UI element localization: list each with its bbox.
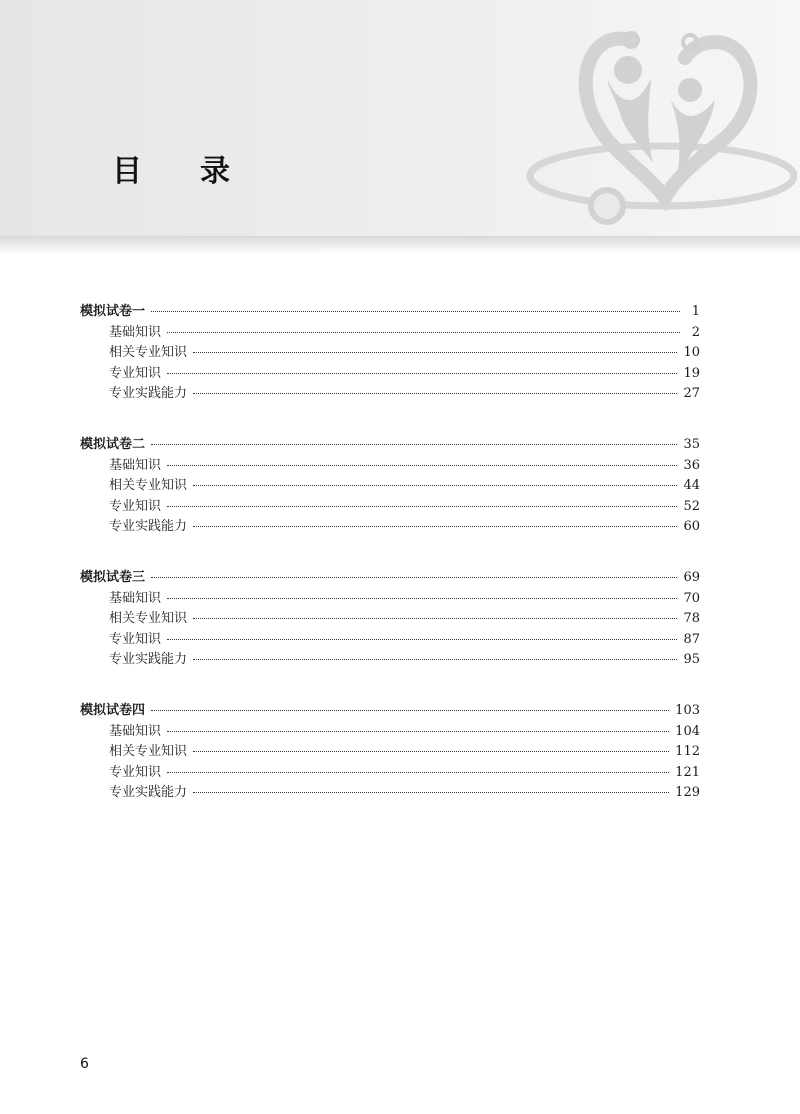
toc-entry[interactable] (80, 763, 700, 784)
toc-section-page: 103 (675, 702, 700, 718)
dot-leader (167, 730, 669, 732)
toc-entry-page: 27 (683, 386, 700, 402)
toc-group (80, 302, 700, 405)
page-number: 6 (80, 1056, 89, 1072)
toc-group (80, 701, 700, 804)
toc-entry-page: 44 (683, 478, 700, 494)
dot-leader (193, 484, 677, 486)
toc-entry-page: 2 (691, 324, 700, 340)
toc-entry-page: 10 (683, 345, 700, 361)
dot-leader (193, 392, 677, 394)
page-title: 目录 (112, 154, 288, 189)
toc-entry[interactable] (80, 364, 700, 385)
table-of-contents (80, 302, 700, 834)
toc-section-title: 模拟试卷二 (80, 436, 146, 452)
dot-leader (167, 597, 677, 599)
toc-entry-title: 基础知识 (109, 457, 162, 473)
toc-entry[interactable] (80, 343, 700, 364)
dot-leader (167, 771, 669, 773)
toc-entry-page: 52 (683, 498, 700, 514)
toc-section-title: 模拟试卷三 (80, 569, 146, 585)
dot-leader (151, 709, 669, 711)
toc-entry-title: 专业实践能力 (109, 785, 188, 801)
toc-entry-page: 19 (683, 365, 700, 381)
toc-entry-title: 专业知识 (109, 365, 162, 381)
toc-section-page: 69 (683, 569, 700, 585)
toc-entry-title: 专业实践能力 (109, 386, 188, 402)
toc-entry-page: 112 (675, 744, 700, 760)
dot-leader (193, 351, 677, 353)
dot-leader (167, 331, 680, 333)
toc-section[interactable] (80, 435, 700, 456)
toc-section-title: 模拟试卷一 (80, 304, 146, 319)
dot-leader (193, 750, 669, 752)
toc-entry-title: 专业知识 (109, 764, 162, 780)
dot-leader (193, 617, 677, 619)
toc-entry[interactable] (80, 384, 700, 405)
toc-entry[interactable] (80, 783, 700, 804)
dot-leader (193, 791, 669, 793)
toc-entry[interactable] (80, 497, 700, 518)
dot-leader (151, 576, 677, 578)
toc-entry-title: 基础知识 (109, 590, 162, 606)
dot-leader (193, 658, 677, 660)
toc-section[interactable] (80, 568, 700, 589)
toc-entry-title: 相关专业知识 (109, 611, 188, 627)
dot-leader (151, 443, 677, 445)
toc-entry-title: 相关专业知识 (109, 345, 188, 361)
toc-entry[interactable] (80, 742, 700, 763)
toc-group (80, 435, 700, 538)
toc-entry[interactable] (80, 456, 700, 477)
family-stethoscope-heart-icon (525, 28, 800, 238)
toc-entry-page: 70 (683, 590, 700, 606)
toc-entry-page: 60 (683, 519, 700, 535)
toc-entry[interactable] (80, 589, 700, 610)
toc-section[interactable] (80, 701, 700, 722)
toc-entry-title: 专业实践能力 (109, 519, 188, 535)
toc-entry[interactable] (80, 476, 700, 497)
toc-entry-title: 相关专业知识 (109, 744, 188, 760)
toc-entry[interactable] (80, 722, 700, 743)
toc-entry-page: 129 (675, 785, 700, 801)
dot-leader (167, 372, 677, 374)
header-banner-shadow (0, 236, 800, 254)
toc-entry-title: 专业知识 (109, 498, 162, 514)
dot-leader (167, 638, 677, 640)
dot-leader (193, 525, 677, 527)
toc-entry-title: 专业知识 (109, 631, 162, 647)
toc-entry[interactable] (80, 323, 700, 344)
toc-section-title: 模拟试卷四 (80, 702, 146, 718)
toc-entry-page: 78 (683, 611, 700, 627)
dot-leader (167, 464, 677, 466)
toc-entry[interactable] (80, 517, 700, 538)
toc-section-page: 1 (691, 304, 700, 319)
toc-group (80, 568, 700, 671)
dot-leader (151, 310, 680, 312)
toc-section-page: 35 (683, 436, 700, 452)
toc-section[interactable] (80, 302, 700, 323)
toc-entry[interactable] (80, 630, 700, 651)
dot-leader (167, 505, 677, 507)
toc-entry[interactable] (80, 609, 700, 630)
toc-entry-page: 36 (683, 457, 700, 473)
toc-entry-title: 专业实践能力 (109, 652, 188, 668)
toc-entry-title: 相关专业知识 (109, 478, 188, 494)
toc-entry-page: 87 (683, 631, 700, 647)
toc-entry-title: 基础知识 (109, 723, 162, 739)
toc-entry-page: 121 (675, 764, 700, 780)
toc-entry-page: 104 (675, 723, 700, 739)
toc-entry-page: 95 (683, 652, 700, 668)
toc-entry[interactable] (80, 650, 700, 671)
toc-entry-title: 基础知识 (109, 324, 162, 340)
